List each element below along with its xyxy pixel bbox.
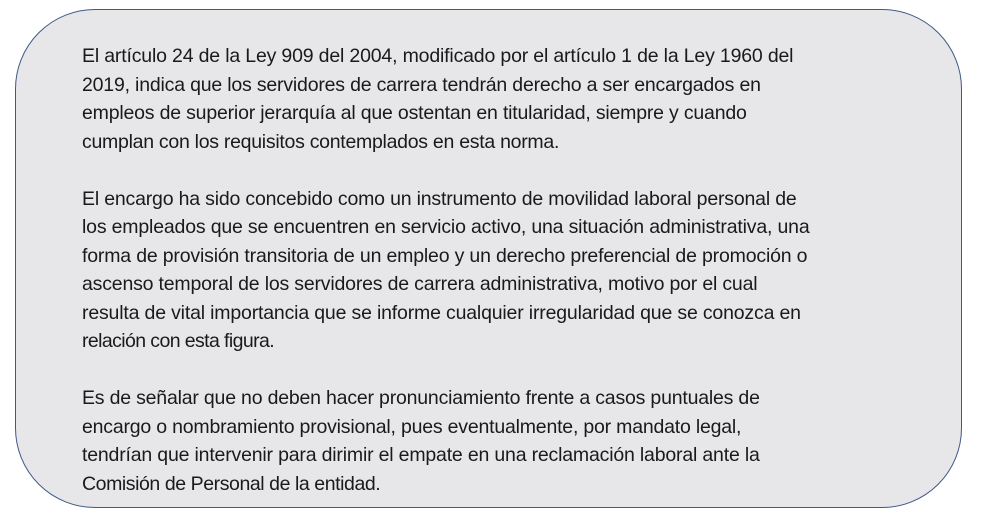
- paragraph-2: [82, 185, 952, 356]
- paragraph-line: relación con esta figura.: [82, 330, 275, 352]
- paragraph-line: ascenso temporal de los servidores de carrera administrativa, motivo por el cual: [82, 273, 758, 295]
- paragraph-1: [82, 42, 952, 156]
- paragraph-line: El artículo 24 de la Ley 909 del 2004, modificado por el artículo 1 de la Ley 1960 del: [82, 45, 794, 67]
- paragraph-line: Comisión de Personal de la entidad.: [82, 472, 381, 495]
- paragraph-line: resulta de vital importancia que se informe cualquier irregularidad que se conozca en: [82, 301, 801, 324]
- paragraph-line: Es de señalar que no deben hacer pronunciamiento frente a casos puntuales de: [82, 387, 760, 409]
- paragraph-line: El encargo ha sido concebido como un instrumento de movilidad laboral personal de: [82, 187, 797, 210]
- paragraph-line: empleos de superior jerarquía al que ostentan en titularidad, siempre y cuando: [82, 102, 747, 124]
- paragraph-3: [82, 384, 952, 498]
- paragraph-line: cumplan con los requisitos contemplados en esta norma.: [82, 130, 560, 153]
- paragraph-line: tendrían que intervenir para dirimir el empate en una reclamación laboral ante la: [82, 444, 760, 466]
- paragraph-line: encargo o nombramiento provisional, pues eventualmente, por mandato legal,: [82, 415, 742, 438]
- text-content: [82, 42, 952, 527]
- paragraph-line: 2019, indica que los servidores de carrera tendrán derecho a ser encargados en: [82, 73, 761, 96]
- paragraph-line: los empleados que se encuentren en servicio activo, una situación administrativa, una: [82, 216, 810, 238]
- paragraph-line: forma de provisión transitoria de un empleo y un derecho preferencial de promoción o: [82, 244, 808, 267]
